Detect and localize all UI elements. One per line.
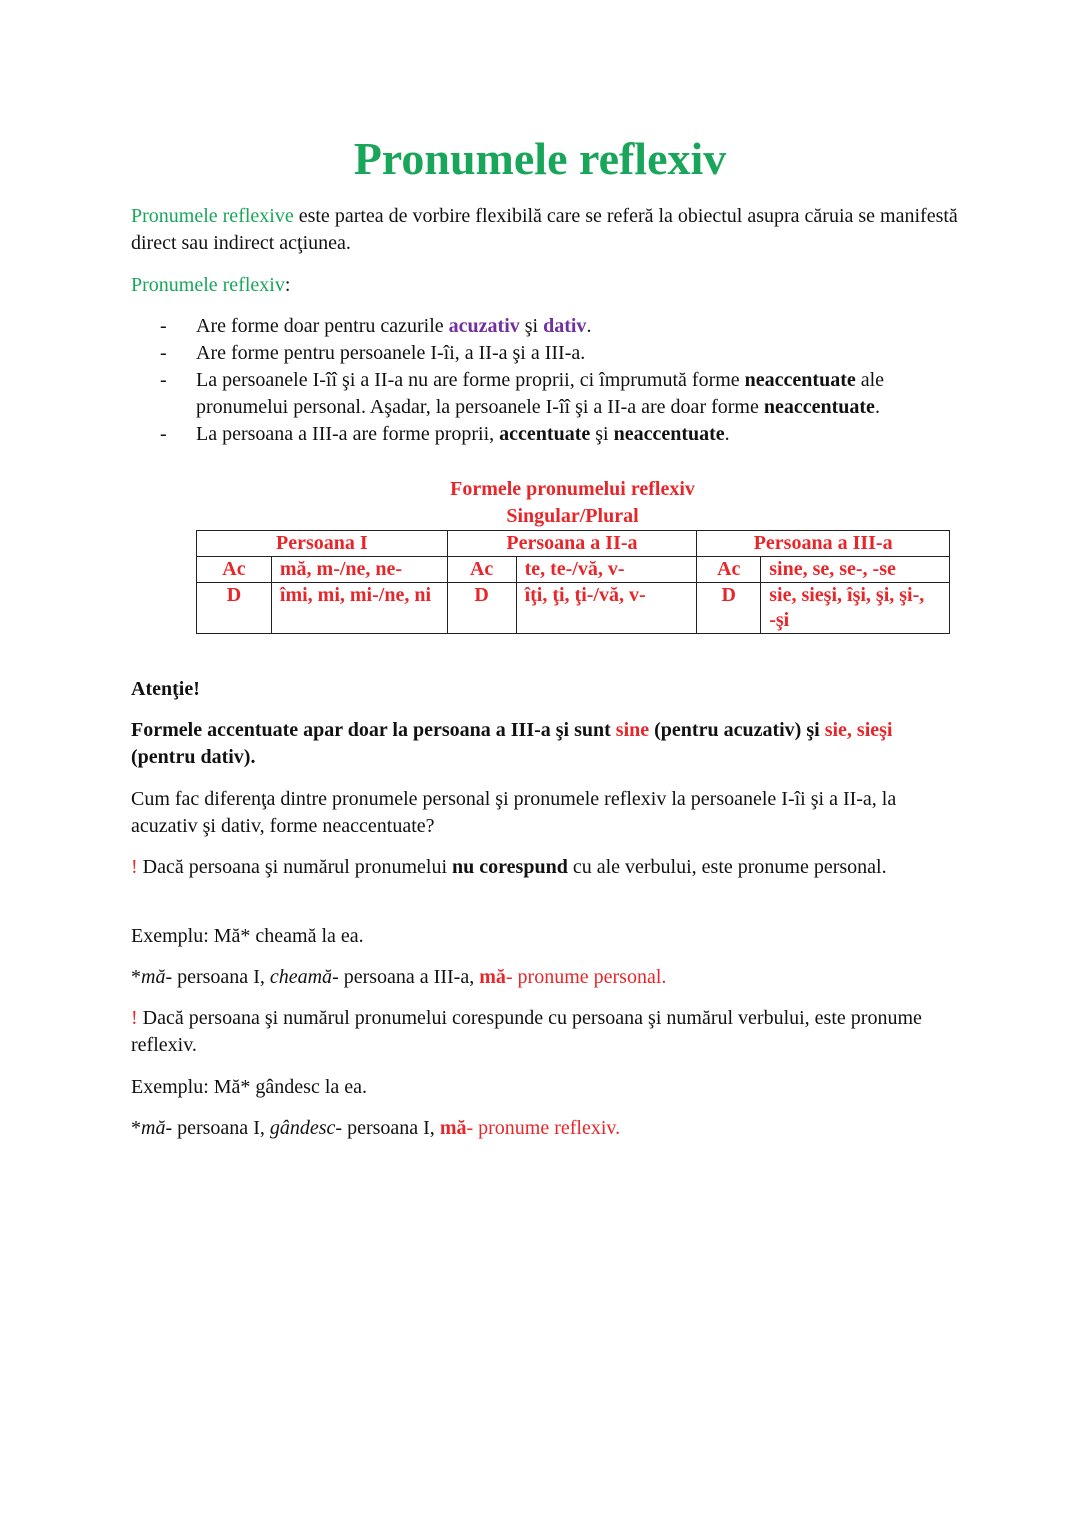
subheading-term: Pronumele reflexiv: [131, 274, 285, 296]
table-header-row: [197, 531, 950, 557]
table-caption-title: Formele pronumelui reflexiv: [450, 478, 695, 500]
list-item: - La persoana a III-a are forme proprii, accentuate şi neaccentuate.: [160, 421, 960, 448]
header-persoana-3: Persoana a III-a: [697, 531, 950, 557]
case-cell: Ac: [447, 557, 516, 583]
accent-note: Formele accentuate apar doar la persoana a III-a şi sunt sine (pentru acuzativ) şi sie, sieşi (pentru dativ).: [131, 719, 893, 768]
table-row: [197, 557, 950, 583]
bullet-dash: -: [160, 369, 167, 391]
subheading-colon: :: [284, 274, 291, 296]
intro-term: Pronumele reflexive: [131, 205, 294, 227]
case-cell: Ac: [697, 557, 761, 583]
exclamation-mark: !: [131, 856, 138, 878]
explanation-personal: *mă- persoana I, cheamă- persoana a III-a, mă- pronume personal.: [131, 966, 667, 988]
case-cell: D: [197, 583, 272, 634]
question-paragraph: Cum fac diferenţa dintre pronumele personal şi pronumele reflexiv la persoanele I-îi şi a II-a, la acuzativ şi dativ, forme neaccentuate?: [131, 788, 897, 837]
forms-cell: îţi, ţi, ţi-/vă, v-: [516, 583, 697, 634]
forms-cell: sine, se, se-, -se: [761, 557, 950, 583]
properties-list: [160, 313, 960, 448]
case-cell: D: [447, 583, 516, 634]
dativ-keyword: dativ: [543, 315, 587, 337]
list-item: - Are forme doar pentru cazurile acuzativ şi dativ.: [160, 313, 960, 340]
list-item: - La persoanele I-îî şi a II-a nu are forme proprii, ci împrumută forme neaccentuate ale pronumelui personal. Aşadar, la persoanele I-îî şi a II-a are doar forme neaccentuate.: [160, 369, 885, 418]
subheading: [131, 272, 961, 299]
forms-cell: mă, m-/ne, ne-: [271, 557, 447, 583]
intro-paragraph: [131, 203, 961, 257]
table-row: [197, 583, 950, 634]
case-cell: Ac: [197, 557, 272, 583]
list-item: - Are forme pentru persoanele I-îi, a II-a şi a III-a.: [160, 340, 960, 367]
explanation-reflexive: *mă- persoana I, gândesc- persoana I, mă- pronume reflexiv.: [131, 1117, 621, 1139]
rule-reflexive: ! Dacă persoana şi numărul pronumelui corespunde cu persoana şi numărul verbului, este pronume reflexiv.: [131, 1007, 922, 1056]
forms-cell: îmi, mi, mi-/ne, ni: [271, 583, 447, 634]
case-cell: D: [697, 583, 761, 634]
bullet-dash: -: [160, 342, 167, 364]
header-persoana-1: Persoana I: [197, 531, 448, 557]
table-caption-subtitle: Singular/Plural: [506, 505, 639, 527]
sine-word: sine: [615, 719, 650, 741]
forms-cell: te, te-/vă, v-: [516, 557, 697, 583]
page-title: Pronumele reflexiv: [353, 133, 727, 184]
example-reflexive: Exemplu: Mă* gândesc la ea.: [131, 1076, 368, 1098]
example-personal: Exemplu: Mă* cheamă la ea.: [131, 925, 364, 947]
bullet-dash: -: [160, 423, 167, 445]
reflexive-forms-table: [196, 530, 950, 634]
intro-text: este partea de vorbire flexibilă care se referă la obiectul asupra căruia se manifestă direct sau indirect acţiunea.: [131, 205, 958, 254]
exclamation-mark: !: [131, 1007, 138, 1029]
atentie-heading: Atenţie!: [131, 678, 200, 700]
rule-personal: ! Dacă persoana şi numărul pronumelui nu corespund cu ale verbului, este pronume personal.: [131, 856, 887, 878]
sie-words: sie, sieşi: [824, 719, 893, 741]
forms-cell: sie, sieşi, îşi, şi, şi-, -şi: [761, 583, 950, 634]
bullet-dash: -: [160, 315, 167, 337]
acuzativ-keyword: acuzativ: [448, 315, 520, 337]
header-persoana-2: Persoana a II-a: [447, 531, 697, 557]
